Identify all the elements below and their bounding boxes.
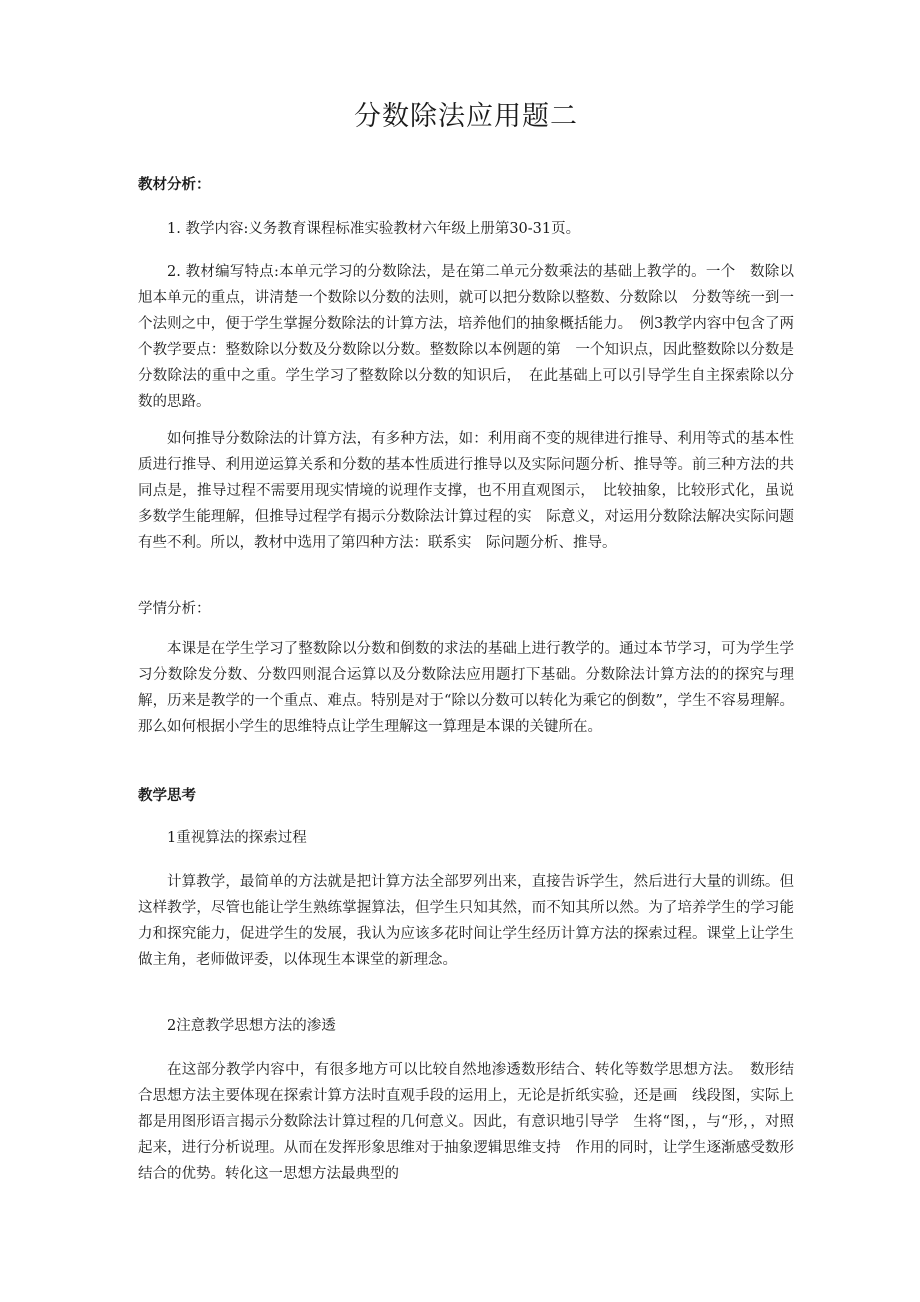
subheading-algorithm-exploration: 1重视算法的探索过程 bbox=[167, 830, 307, 846]
paragraph-thinking-methods: 在这部分教学内容中，有很多地方可以比较自然地渗透数形结合、转化等数学思想方法。 数形结合思想方法主要体现在探索计算方法时直观手段的运用上，无论是折纸实验，还是画 线段图，实际上都是用图形语言揭示分数除法计算过程的几何意义。因此，有意识地引导学 生将“图，，与“形，，对照起来，进行分析说理。从而在发挥形象思维对于抽象逻辑思维支持 作用的同时，让学生逐渐感受数形结合的优势。转化这一思想方法最典型的 bbox=[138, 1062, 794, 1182]
section-heading-thinking: 教学思考 bbox=[138, 787, 196, 804]
subheading-thinking-methods: 2注意教学思想方法的渗透 bbox=[167, 1018, 336, 1034]
document-title: 分数除法应用题二 bbox=[354, 101, 578, 132]
paragraph-derivation-methods: 如何推导分数除法的计算方法，有多种方法，如：利用商不变的规律进行推导、利用等式的基本性质进行推导、利用逆运算关系和分数的基本性质进行推导以及实际问题分析、推导等。前三种方法的共同点是，推导过程不需要用现实情境的说理作支撑，也不用直观图示， 比较抽象，比较形式化，虽说多数学生能理解，但推导过程学有揭示分数除法计算过程的实 际意义，对运用分数除法解决实际问题有些不利。所以，教材中选用了第四种方法：联系实 际问题分析、推导。 bbox=[138, 431, 794, 551]
paragraph-teaching-content: 1. 教学内容:义务教育课程标准实验教材六年级上册第30-31页。 bbox=[167, 221, 581, 237]
paragraph-material-features: 2. 教材编写特点:本单元学习的分数除法，是在第二单元分数乘法的基础上教学的。一个 数除以旭本单元的重点，讲清楚一个数除以分数的法则，就可以把分数除以整数、分数除以 分数等统一到一个法则之中，便于学生掌握分数除法的计算方法，培养他们的抽象概括能力。 例3教学内容中包含了两个教学要点：整数除以分数及分数除以分数。整数除以本例题的第 一个知识点，因此整数除以分数是分数除法的重中之重。学生学习了整数除以分数的知识后， 在此基础上可以引导学生自主探索除以分数的思路。 bbox=[138, 264, 794, 410]
section-heading-material: 教材分析： bbox=[138, 176, 211, 193]
section-heading-student: 学情分析： bbox=[138, 601, 211, 617]
paragraph-algorithm-exploration: 计算教学，最简单的方法就是把计算方法全部罗列出来，直接告诉学生，然后进行大量的训练。但这样教学，尽管也能让学生熟练掌握算法，但学生只知其然，而不知其所以然。为了培养学生的学习能力和探究能力，促进学生的发展，我认为应该多花时间让学生经历计算方法的探索过程。课堂上让学生做主角，老师做评委，以体现生本课堂的新理念。 bbox=[138, 874, 794, 968]
paragraph-student-analysis: 本课是在学生学习了整数除以分数和倒数的求法的基础上进行教学的。通过本节学习，可为学生学习分数除发分数、分数四则混合运算以及分数除法应用题打下基础。分数除法计算方法的的探究与理解，历来是教学的一个重点、难点。特别是对于“除以分数可以转化为乘它的倒数”，学生不容易理解。那么如何根据小学生的思维特点让学生理解这一算理是本课的关键所在。 bbox=[138, 641, 794, 735]
